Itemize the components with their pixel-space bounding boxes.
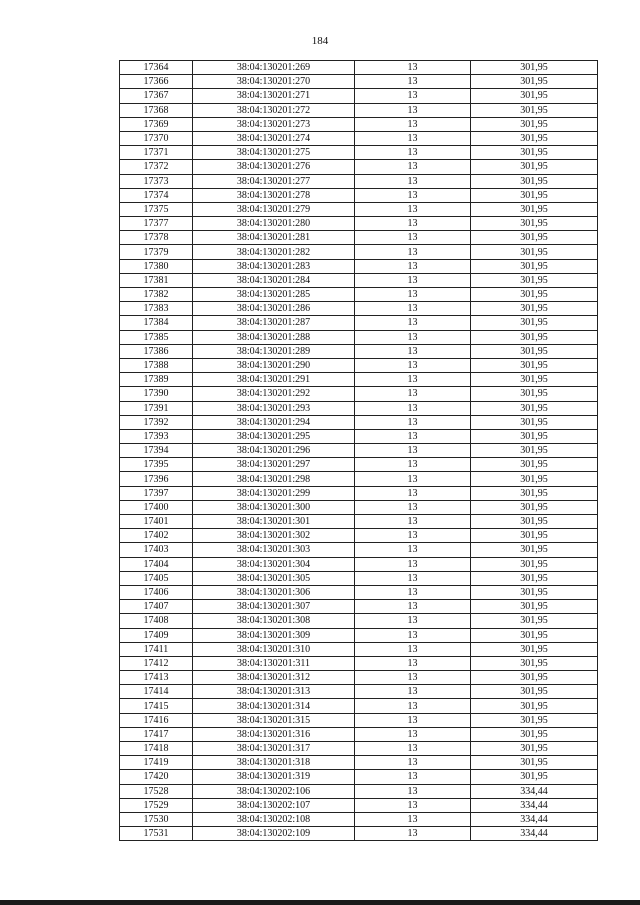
- table-row: [120, 742, 598, 756]
- table-row: [120, 344, 598, 358]
- zone-code-cell: 13: [355, 727, 471, 741]
- cadastral-number-cell: 38:04:130201:315: [193, 713, 355, 727]
- value-cell: 301,95: [471, 61, 598, 75]
- record-number-cell: 17407: [120, 600, 193, 614]
- value-cell: 301,95: [471, 486, 598, 500]
- record-number-cell: 17416: [120, 713, 193, 727]
- record-number-cell: 17411: [120, 642, 193, 656]
- record-number-cell: 17371: [120, 146, 193, 160]
- cadastral-number-cell: 38:04:130202:109: [193, 827, 355, 841]
- record-number-cell: 17412: [120, 656, 193, 670]
- table-row: [120, 713, 598, 727]
- value-cell: 334,44: [471, 827, 598, 841]
- value-cell: 301,95: [471, 770, 598, 784]
- zone-code-cell: 13: [355, 770, 471, 784]
- cadastral-number-cell: 38:04:130202:107: [193, 798, 355, 812]
- zone-code-cell: 13: [355, 685, 471, 699]
- cadastral-number-cell: 38:04:130201:295: [193, 429, 355, 443]
- table-row: [120, 515, 598, 529]
- value-cell: 301,95: [471, 756, 598, 770]
- zone-code-cell: 13: [355, 472, 471, 486]
- zone-code-cell: 13: [355, 713, 471, 727]
- record-number-cell: 17390: [120, 387, 193, 401]
- value-cell: 301,95: [471, 444, 598, 458]
- cadastral-number-cell: 38:04:130201:317: [193, 742, 355, 756]
- zone-code-cell: 13: [355, 656, 471, 670]
- record-number-cell: 17397: [120, 486, 193, 500]
- record-number-cell: 17530: [120, 812, 193, 826]
- value-cell: 301,95: [471, 231, 598, 245]
- zone-code-cell: 13: [355, 202, 471, 216]
- table-row: [120, 61, 598, 75]
- record-number-cell: 17370: [120, 131, 193, 145]
- zone-code-cell: 13: [355, 245, 471, 259]
- value-cell: 301,95: [471, 614, 598, 628]
- table-row: [120, 656, 598, 670]
- value-cell: 301,95: [471, 217, 598, 231]
- zone-code-cell: 13: [355, 529, 471, 543]
- value-cell: 334,44: [471, 784, 598, 798]
- value-cell: 301,95: [471, 344, 598, 358]
- value-cell: 301,95: [471, 245, 598, 259]
- table-row: [120, 174, 598, 188]
- cadastral-number-cell: 38:04:130201:307: [193, 600, 355, 614]
- table-row: [120, 202, 598, 216]
- value-cell: 334,44: [471, 812, 598, 826]
- value-cell: 301,95: [471, 117, 598, 131]
- zone-code-cell: 13: [355, 146, 471, 160]
- cadastral-number-cell: 38:04:130201:299: [193, 486, 355, 500]
- cadastral-number-cell: 38:04:130201:314: [193, 699, 355, 713]
- cadastral-number-cell: 38:04:130201:293: [193, 401, 355, 415]
- record-number-cell: 17528: [120, 784, 193, 798]
- zone-code-cell: 13: [355, 188, 471, 202]
- cadastral-number-cell: 38:04:130201:279: [193, 202, 355, 216]
- table-row: [120, 585, 598, 599]
- zone-code-cell: 13: [355, 330, 471, 344]
- table-row: [120, 387, 598, 401]
- table-row: [120, 330, 598, 344]
- cadastral-number-cell: 38:04:130201:292: [193, 387, 355, 401]
- table-row: [120, 429, 598, 443]
- table-row: [120, 798, 598, 812]
- table-row: [120, 401, 598, 415]
- table-row: [120, 770, 598, 784]
- cadastral-number-cell: 38:04:130201:289: [193, 344, 355, 358]
- zone-code-cell: 13: [355, 500, 471, 514]
- zone-code-cell: 13: [355, 160, 471, 174]
- cadastral-number-cell: 38:04:130201:275: [193, 146, 355, 160]
- record-number-cell: 17401: [120, 515, 193, 529]
- cadastral-number-cell: 38:04:130201:300: [193, 500, 355, 514]
- table-row: [120, 685, 598, 699]
- record-number-cell: 17384: [120, 316, 193, 330]
- value-cell: 301,95: [471, 529, 598, 543]
- record-number-cell: 17394: [120, 444, 193, 458]
- record-number-cell: 17381: [120, 273, 193, 287]
- cadastral-number-cell: 38:04:130201:310: [193, 642, 355, 656]
- cadastral-number-cell: 38:04:130201:297: [193, 458, 355, 472]
- value-cell: 301,95: [471, 557, 598, 571]
- table-row: [120, 231, 598, 245]
- cadastral-number-cell: 38:04:130201:308: [193, 614, 355, 628]
- record-number-cell: 17529: [120, 798, 193, 812]
- zone-code-cell: 13: [355, 373, 471, 387]
- cadastral-number-cell: 38:04:130201:286: [193, 302, 355, 316]
- value-cell: 301,95: [471, 685, 598, 699]
- registry-table: [119, 60, 598, 841]
- value-cell: 301,95: [471, 387, 598, 401]
- zone-code-cell: 13: [355, 614, 471, 628]
- zone-code-cell: 13: [355, 628, 471, 642]
- record-number-cell: 17391: [120, 401, 193, 415]
- table-row: [120, 302, 598, 316]
- table-row: [120, 642, 598, 656]
- table-row: [120, 557, 598, 571]
- table-row: [120, 827, 598, 841]
- zone-code-cell: 13: [355, 344, 471, 358]
- record-number-cell: 17405: [120, 571, 193, 585]
- record-number-cell: 17373: [120, 174, 193, 188]
- value-cell: 301,95: [471, 188, 598, 202]
- record-number-cell: 17395: [120, 458, 193, 472]
- cadastral-number-cell: 38:04:130201:301: [193, 515, 355, 529]
- value-cell: 301,95: [471, 373, 598, 387]
- value-cell: 301,95: [471, 628, 598, 642]
- cadastral-number-cell: 38:04:130201:269: [193, 61, 355, 75]
- cadastral-number-cell: 38:04:130201:303: [193, 543, 355, 557]
- zone-code-cell: 13: [355, 131, 471, 145]
- zone-code-cell: 13: [355, 642, 471, 656]
- record-number-cell: 17417: [120, 727, 193, 741]
- record-number-cell: 17385: [120, 330, 193, 344]
- cadastral-number-cell: 38:04:130201:288: [193, 330, 355, 344]
- value-cell: 301,95: [471, 146, 598, 160]
- value-cell: 301,95: [471, 713, 598, 727]
- record-number-cell: 17374: [120, 188, 193, 202]
- record-number-cell: 17531: [120, 827, 193, 841]
- value-cell: 301,95: [471, 358, 598, 372]
- value-cell: 301,95: [471, 259, 598, 273]
- table-row: [120, 188, 598, 202]
- cadastral-number-cell: 38:04:130201:276: [193, 160, 355, 174]
- value-cell: 301,95: [471, 316, 598, 330]
- record-number-cell: 17420: [120, 770, 193, 784]
- value-cell: 301,95: [471, 429, 598, 443]
- value-cell: 301,95: [471, 401, 598, 415]
- cadastral-number-cell: 38:04:130201:305: [193, 571, 355, 585]
- cadastral-number-cell: 38:04:130201:312: [193, 671, 355, 685]
- cadastral-number-cell: 38:04:130201:304: [193, 557, 355, 571]
- zone-code-cell: 13: [355, 316, 471, 330]
- zone-code-cell: 13: [355, 600, 471, 614]
- zone-code-cell: 13: [355, 259, 471, 273]
- record-number-cell: 17364: [120, 61, 193, 75]
- record-number-cell: 17400: [120, 500, 193, 514]
- record-number-cell: 17418: [120, 742, 193, 756]
- cadastral-number-cell: 38:04:130201:291: [193, 373, 355, 387]
- table-row: [120, 75, 598, 89]
- cadastral-number-cell: 38:04:130201:296: [193, 444, 355, 458]
- record-number-cell: 17366: [120, 75, 193, 89]
- record-number-cell: 17388: [120, 358, 193, 372]
- table-row: [120, 146, 598, 160]
- table-row: [120, 245, 598, 259]
- zone-code-cell: 13: [355, 288, 471, 302]
- zone-code-cell: 13: [355, 387, 471, 401]
- record-number-cell: 17375: [120, 202, 193, 216]
- cadastral-number-cell: 38:04:130201:282: [193, 245, 355, 259]
- table-row: [120, 259, 598, 273]
- zone-code-cell: 13: [355, 699, 471, 713]
- record-number-cell: 17419: [120, 756, 193, 770]
- value-cell: 301,95: [471, 699, 598, 713]
- zone-code-cell: 13: [355, 458, 471, 472]
- table-row: [120, 415, 598, 429]
- cadastral-number-cell: 38:04:130201:302: [193, 529, 355, 543]
- table-row: [120, 756, 598, 770]
- record-number-cell: 17378: [120, 231, 193, 245]
- record-number-cell: 17393: [120, 429, 193, 443]
- zone-code-cell: 13: [355, 486, 471, 500]
- table-row: [120, 600, 598, 614]
- zone-code-cell: 13: [355, 415, 471, 429]
- record-number-cell: 17372: [120, 160, 193, 174]
- cadastral-number-cell: 38:04:130201:272: [193, 103, 355, 117]
- record-number-cell: 17369: [120, 117, 193, 131]
- zone-code-cell: 13: [355, 61, 471, 75]
- zone-code-cell: 13: [355, 798, 471, 812]
- table-row: [120, 784, 598, 798]
- cadastral-number-cell: 38:04:130201:285: [193, 288, 355, 302]
- zone-code-cell: 13: [355, 557, 471, 571]
- cadastral-number-cell: 38:04:130201:271: [193, 89, 355, 103]
- zone-code-cell: 13: [355, 827, 471, 841]
- zone-code-cell: 13: [355, 302, 471, 316]
- record-number-cell: 17383: [120, 302, 193, 316]
- table-row: [120, 103, 598, 117]
- cadastral-number-cell: 38:04:130202:108: [193, 812, 355, 826]
- value-cell: 301,95: [471, 472, 598, 486]
- table-row: [120, 273, 598, 287]
- zone-code-cell: 13: [355, 103, 471, 117]
- cadastral-number-cell: 38:04:130201:270: [193, 75, 355, 89]
- cadastral-number-cell: 38:04:130201:309: [193, 628, 355, 642]
- cadastral-number-cell: 38:04:130201:273: [193, 117, 355, 131]
- value-cell: 301,95: [471, 131, 598, 145]
- value-cell: 301,95: [471, 288, 598, 302]
- record-number-cell: 17368: [120, 103, 193, 117]
- value-cell: 301,95: [471, 415, 598, 429]
- cadastral-number-cell: 38:04:130201:298: [193, 472, 355, 486]
- cadastral-number-cell: 38:04:130201:274: [193, 131, 355, 145]
- table-row: [120, 543, 598, 557]
- value-cell: 301,95: [471, 202, 598, 216]
- value-cell: 301,95: [471, 75, 598, 89]
- value-cell: 301,95: [471, 671, 598, 685]
- value-cell: 301,95: [471, 642, 598, 656]
- cadastral-number-cell: 38:04:130201:311: [193, 656, 355, 670]
- zone-code-cell: 13: [355, 174, 471, 188]
- zone-code-cell: 13: [355, 429, 471, 443]
- table-row: [120, 316, 598, 330]
- cadastral-number-cell: 38:04:130201:313: [193, 685, 355, 699]
- record-number-cell: 17403: [120, 543, 193, 557]
- value-cell: 301,95: [471, 330, 598, 344]
- value-cell: 301,95: [471, 89, 598, 103]
- record-number-cell: 17379: [120, 245, 193, 259]
- zone-code-cell: 13: [355, 75, 471, 89]
- record-number-cell: 17396: [120, 472, 193, 486]
- zone-code-cell: 13: [355, 812, 471, 826]
- value-cell: 301,95: [471, 543, 598, 557]
- cadastral-number-cell: 38:04:130201:287: [193, 316, 355, 330]
- cadastral-number-cell: 38:04:130202:106: [193, 784, 355, 798]
- table-row: [120, 628, 598, 642]
- record-number-cell: 17414: [120, 685, 193, 699]
- value-cell: 301,95: [471, 585, 598, 599]
- value-cell: 301,95: [471, 160, 598, 174]
- zone-code-cell: 13: [355, 358, 471, 372]
- table-row: [120, 500, 598, 514]
- value-cell: 301,95: [471, 742, 598, 756]
- record-number-cell: 17389: [120, 373, 193, 387]
- zone-code-cell: 13: [355, 756, 471, 770]
- cadastral-number-cell: 38:04:130201:281: [193, 231, 355, 245]
- value-cell: 301,95: [471, 458, 598, 472]
- zone-code-cell: 13: [355, 784, 471, 798]
- record-number-cell: 17413: [120, 671, 193, 685]
- record-number-cell: 17380: [120, 259, 193, 273]
- zone-code-cell: 13: [355, 231, 471, 245]
- value-cell: 301,95: [471, 515, 598, 529]
- table-row: [120, 444, 598, 458]
- zone-code-cell: 13: [355, 273, 471, 287]
- record-number-cell: 17409: [120, 628, 193, 642]
- table-row: [120, 131, 598, 145]
- value-cell: 334,44: [471, 798, 598, 812]
- table-row: [120, 217, 598, 231]
- value-cell: 301,95: [471, 727, 598, 741]
- table-row: [120, 358, 598, 372]
- scan-edge-band: [0, 900, 640, 905]
- cadastral-number-cell: 38:04:130201:294: [193, 415, 355, 429]
- table-row: [120, 671, 598, 685]
- record-number-cell: 17415: [120, 699, 193, 713]
- zone-code-cell: 13: [355, 742, 471, 756]
- record-number-cell: 17402: [120, 529, 193, 543]
- table-row: [120, 160, 598, 174]
- cadastral-number-cell: 38:04:130201:316: [193, 727, 355, 741]
- zone-code-cell: 13: [355, 585, 471, 599]
- table-row: [120, 812, 598, 826]
- table-row: [120, 529, 598, 543]
- table-row: [120, 614, 598, 628]
- value-cell: 301,95: [471, 500, 598, 514]
- record-number-cell: 17404: [120, 557, 193, 571]
- cadastral-number-cell: 38:04:130201:318: [193, 756, 355, 770]
- zone-code-cell: 13: [355, 671, 471, 685]
- zone-code-cell: 13: [355, 543, 471, 557]
- record-number-cell: 17408: [120, 614, 193, 628]
- cadastral-number-cell: 38:04:130201:290: [193, 358, 355, 372]
- table-row: [120, 571, 598, 585]
- record-number-cell: 17392: [120, 415, 193, 429]
- cadastral-number-cell: 38:04:130201:283: [193, 259, 355, 273]
- value-cell: 301,95: [471, 103, 598, 117]
- value-cell: 301,95: [471, 174, 598, 188]
- record-number-cell: 17386: [120, 344, 193, 358]
- cadastral-number-cell: 38:04:130201:278: [193, 188, 355, 202]
- zone-code-cell: 13: [355, 217, 471, 231]
- zone-code-cell: 13: [355, 515, 471, 529]
- cadastral-number-cell: 38:04:130201:280: [193, 217, 355, 231]
- table-row: [120, 117, 598, 131]
- zone-code-cell: 13: [355, 401, 471, 415]
- cadastral-number-cell: 38:04:130201:284: [193, 273, 355, 287]
- cadastral-number-cell: 38:04:130201:277: [193, 174, 355, 188]
- cadastral-number-cell: 38:04:130201:306: [193, 585, 355, 599]
- table-row: [120, 472, 598, 486]
- cadastral-number-cell: 38:04:130201:319: [193, 770, 355, 784]
- table-row: [120, 373, 598, 387]
- zone-code-cell: 13: [355, 117, 471, 131]
- table-row: [120, 458, 598, 472]
- table-row: [120, 699, 598, 713]
- table-row: [120, 486, 598, 500]
- table-row: [120, 288, 598, 302]
- value-cell: 301,95: [471, 656, 598, 670]
- page-number: 184: [311, 35, 329, 47]
- table-row: [120, 89, 598, 103]
- record-number-cell: 17406: [120, 585, 193, 599]
- record-number-cell: 17382: [120, 288, 193, 302]
- record-number-cell: 17377: [120, 217, 193, 231]
- value-cell: 301,95: [471, 273, 598, 287]
- value-cell: 301,95: [471, 302, 598, 316]
- record-number-cell: 17367: [120, 89, 193, 103]
- zone-code-cell: 13: [355, 444, 471, 458]
- zone-code-cell: 13: [355, 571, 471, 585]
- zone-code-cell: 13: [355, 89, 471, 103]
- registry-table-body: [120, 61, 598, 841]
- value-cell: 301,95: [471, 571, 598, 585]
- table-row: [120, 727, 598, 741]
- value-cell: 301,95: [471, 600, 598, 614]
